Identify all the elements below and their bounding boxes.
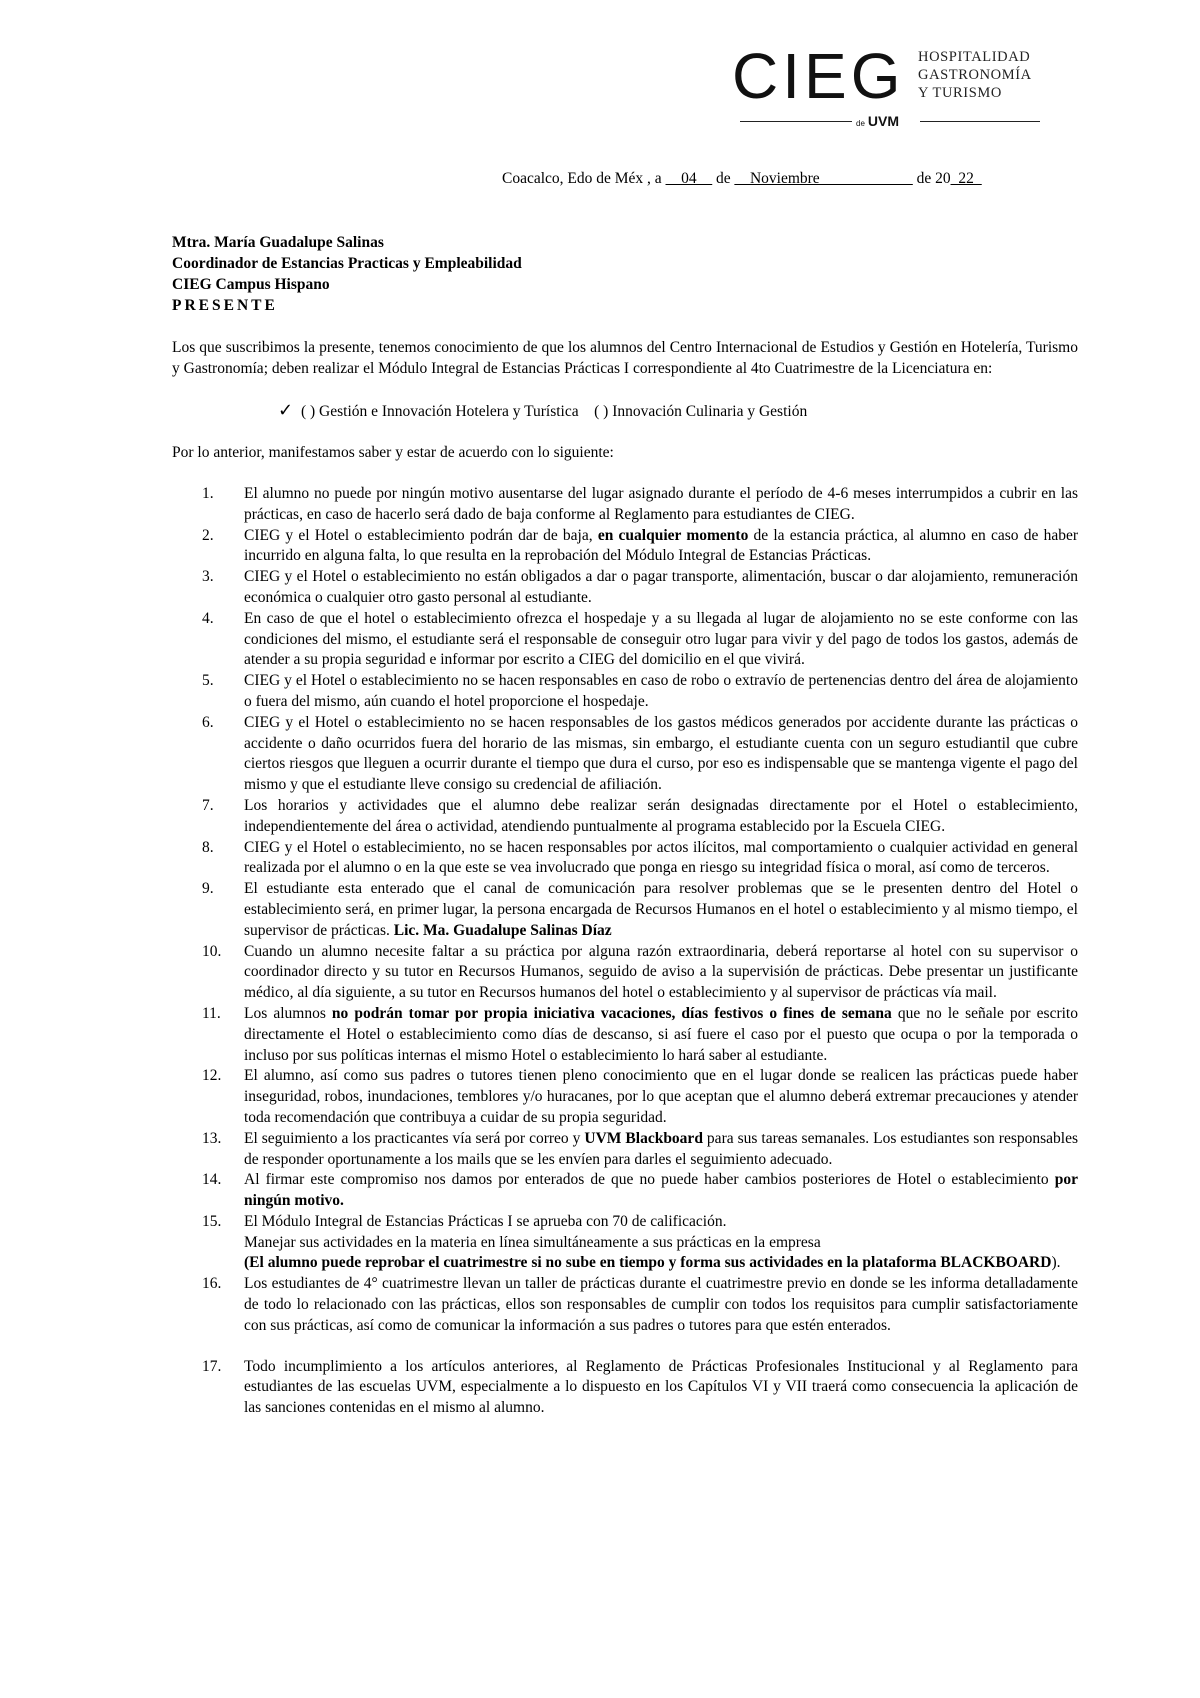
degree-option-hotelera: ( ) Gestión e Innovación Hotelera y Turística bbox=[300, 403, 579, 420]
online-activities-text: Manejar sus actividades en la materia en línea simultáneamente a sus prácticas en la empresa bbox=[244, 1233, 821, 1251]
rule-item-3 bbox=[172, 567, 1078, 609]
rule-text-bold: Lic. Ma. Guadalupe Salinas Díaz bbox=[393, 921, 612, 939]
addressee-block bbox=[172, 232, 522, 316]
addressee-campus: CIEG Campus Hispano bbox=[172, 276, 330, 293]
intro-paragraph: Los que suscribimos la presente, tenemos conocimiento de que los alumnos del Centro Internacional de Estudios y Gestión en Hotelería, Turismo y Gastronomía; deben realizar el Módulo Integral de Estancias Prácticas I correspondiente al 4to Cuatrimestre de la Licenciatura en: bbox=[172, 339, 1078, 377]
warning-text: El alumno puede reprobar el cuatrimestre si no sube en tiempo y forma sus actividades en la plataforma BLACKBOARD bbox=[249, 1254, 1052, 1272]
logo-uvm-prefix: de bbox=[856, 119, 865, 128]
date-de-1: de bbox=[712, 170, 735, 187]
rule-text: Todo incumplimiento a los artículos anteriores, al Reglamento de Prácticas Profesionales Institucional y al Reglamento para estudiantes de las escuelas UVM, especialmente a lo dispuesto en los Capítulos VI y VII traerá como consecuencia la aplicación de las sanciones contenidas en el mismo al alumno. bbox=[244, 1357, 1078, 1417]
rule-item-6 bbox=[172, 713, 1078, 796]
rule-number: 16. bbox=[202, 1275, 222, 1293]
date-day: __04__ bbox=[665, 170, 713, 187]
rule-number: 9. bbox=[202, 880, 214, 898]
rule-text-bold: en cualquier momento bbox=[597, 526, 749, 544]
rule-text: Los alumnos bbox=[244, 1004, 332, 1022]
rule-item-12 bbox=[172, 1066, 1078, 1128]
rule-item-10 bbox=[172, 942, 1078, 1004]
rule-item-9 bbox=[172, 879, 1078, 941]
logo-sub-line-2: GASTRONOMÍA bbox=[918, 67, 1032, 83]
rule-item-1 bbox=[172, 484, 1078, 526]
rule-item-11 bbox=[172, 1004, 1078, 1066]
rule-item-17 bbox=[172, 1357, 1078, 1419]
rules-list bbox=[172, 484, 1078, 1419]
logo-sub-line-3: Y TURISMO bbox=[918, 85, 1002, 101]
date-month: __Noviembre____________ bbox=[734, 170, 913, 187]
rule-item-8 bbox=[172, 838, 1078, 880]
por-lo-anterior: Por lo anterior, manifestamos saber y estar de acuerdo con lo siguiente: bbox=[172, 444, 614, 461]
rule-text: Al firmar este compromiso nos damos por enterados de que no puede haber cambios posteriores de Hotel o establecimiento bbox=[244, 1171, 1055, 1189]
degree-option-culinaria: ( ) Innovación Culinaria y Gestión bbox=[594, 403, 808, 420]
rule-number: 8. bbox=[202, 838, 214, 856]
warning-close: ). bbox=[1051, 1254, 1061, 1272]
rule-number: 1. bbox=[202, 485, 214, 502]
rule-number: 15. bbox=[202, 1212, 222, 1230]
date-year: _22_ bbox=[950, 170, 982, 187]
online-activities-line bbox=[172, 1233, 1078, 1254]
rule-item-14 bbox=[172, 1170, 1078, 1212]
date-line bbox=[502, 169, 982, 189]
rule-text-bold: por ningún motivo. bbox=[244, 1171, 1078, 1210]
logo-uvm bbox=[856, 112, 899, 133]
addressee-role: Coordinador de Estancias Practicas y Empleabilidad bbox=[172, 255, 522, 272]
warning-open: ( bbox=[244, 1254, 250, 1272]
rule-number: 5. bbox=[202, 672, 214, 690]
logo-uvm-row bbox=[732, 112, 1042, 130]
rule-item-13 bbox=[172, 1129, 1078, 1171]
rule-number: 12. bbox=[202, 1067, 222, 1085]
logo-divider-left bbox=[740, 121, 852, 122]
rule-number: 4. bbox=[202, 609, 214, 627]
rule-text: El seguimiento a los practicantes vía será por correo y bbox=[244, 1129, 585, 1147]
rule-text: CIEG y el Hotel o establecimiento no están obligados a dar o pagar transporte, alimentación, buscar o dar alojamiento, remuneración económica o cualquier otro gasto personal al estudiante. bbox=[244, 568, 1078, 606]
checkmark-icon: ✓ bbox=[278, 400, 294, 421]
rule-text: CIEG y el Hotel o establecimiento no se hacen responsables en caso de robo o extravío de pertenencias dentro del área de alojamiento o fuera del mismo, aún cuando el hotel proporcione el hospedaje. bbox=[244, 672, 1078, 710]
rule-item-5 bbox=[172, 671, 1078, 713]
rule-number: 2. bbox=[202, 526, 214, 544]
logo-mark: CIEG bbox=[732, 40, 905, 112]
rule-item-4 bbox=[172, 609, 1078, 671]
rule-number: 6. bbox=[202, 713, 214, 731]
logo-divider-right bbox=[920, 121, 1040, 122]
blackboard-warning bbox=[172, 1253, 1078, 1274]
rule-text: El alumno no puede por ningún motivo ausentarse del lugar asignado durante el período de 4-6 meses interrumpidos a cubrir en las prácticas, en caso de hacerlo será dado de baja conforme al Reglamento para estudiantes de CIEG. bbox=[244, 485, 1078, 523]
logo-sub-line-1: HOSPITALIDAD bbox=[918, 49, 1031, 65]
rule-text-bold: no podrán tomar por propia iniciativa vacaciones, días festivos o fines de semana bbox=[331, 1004, 892, 1022]
rule-number: 14. bbox=[202, 1171, 222, 1189]
addressee-name: Mtra. María Guadalupe Salinas bbox=[172, 234, 384, 251]
rule-text: Los estudiantes de 4° cuatrimestre llevan un taller de prácticas durante el cuatrimestre previo en donde se les informa detalladamente de todo lo relacionado con las prácticas, ellos son responsables de cumplir con todos los requisitos para cumplir satisfactoriamente con sus prácticas, así como de comunicar la información a sus padres o tutores para que estén enterados. bbox=[244, 1275, 1078, 1334]
logo-subtitle bbox=[918, 48, 1032, 102]
rule-item-7 bbox=[172, 796, 1078, 838]
addressee-presente: PRESENTE bbox=[172, 297, 278, 314]
rule-number: 7. bbox=[202, 796, 214, 814]
rule-text: para sus tareas semanales. Los estudiantes son responsables de responder oportunamente a los mails que se les envíen para darles el seguimiento adecuado. bbox=[244, 1129, 1078, 1168]
rule-text: CIEG y el Hotel o establecimiento podrán dar de baja, bbox=[244, 526, 598, 544]
rule-text: Cuando un alumno necesite faltar a su práctica por alguna razón extraordinaria, deberá reportarse al hotel con su supervisor o coordinador directo y su tutor en Recursos Humanos, seguido de aviso a la supervisión de prácticas. Debe presentar un justificante médico, al día siguiente, a su tutor en Recursos humanos del hotel o establecimiento y al supervisor de prácticas vía mail. bbox=[244, 942, 1078, 1002]
rule-number: 17. bbox=[202, 1357, 222, 1375]
date-place: Coacalco, Edo de Méx , a bbox=[502, 170, 666, 187]
logo-uvm-label: UVM bbox=[867, 113, 900, 129]
date-de-2: de 20 bbox=[912, 170, 951, 187]
rule-text: que no le señale por escrito directamente el Hotel o establecimiento como días de descanso, si así fuere el caso por el puesto que ocupa o por la temporada o incluso por sus políticas internas el mismo Hotel o establecimiento lo hará saber al estudiante. bbox=[244, 1004, 1078, 1064]
rule-text-bold: UVM Blackboard bbox=[584, 1129, 703, 1147]
rule-text: El Módulo Integral de Estancias Prácticas I se aprueba con 70 de calificación. bbox=[244, 1212, 727, 1230]
cieg-logo bbox=[732, 40, 1052, 130]
rule-number: 13. bbox=[202, 1129, 222, 1147]
rule-item-16 bbox=[172, 1274, 1078, 1336]
rule-text: de la estancia práctica, al alumno en caso de haber incurrido en alguna falta, lo que resulta en la reprobación del Módulo Integral de Estancias Prácticas. bbox=[244, 526, 1078, 565]
rule-number: 11. bbox=[202, 1004, 221, 1022]
rule-text: CIEG y el Hotel o establecimiento no se hacen responsables de los gastos médicos generados por accidente durante las prácticas o accidente o daño ocurridos fuera del horario de las mismas, sin embargo, el estudiante cuenta con un seguro estudiantil que cubre ciertos riesgos que lleguen a ocurrir durante el tiempo que dura el curso, por eso es indispensable que se mantenga vigente el pago del mismo y que el estudiante lleve consigo su credencial de afiliación. bbox=[244, 713, 1078, 794]
rule-text: En caso de que el hotel o establecimiento ofrezca el hospedaje y a su llegada al lugar de alojamiento no se este conforme con las condiciones del mismo, el estudiante será el responsable de conseguir otro lugar para vivir y del pago de todos los gastos, además de atender a su propia seguridad e informar por escrito a CIEG del domicilio en el que vivirá. bbox=[244, 609, 1078, 669]
rule-number: 3. bbox=[202, 568, 214, 586]
rule-text: El alumno, así como sus padres o tutores tienen pleno conocimiento que en el lugar donde se realicen las prácticas puede haber inseguridad, robos, inundaciones, temblores y/o huracanes, por lo que aceptan que el alumno deberá extremar precauciones y atender toda recomendación que contribuya a cuidar de su propia seguridad. bbox=[244, 1067, 1078, 1126]
rule-text: Los horarios y actividades que el alumno debe realizar serán designadas directamente por el Hotel o establecimiento, independientemente del área o actividad, atendiendo puntualmente al programa establecido por la Escuela CIEG. bbox=[244, 796, 1078, 835]
rule-text: CIEG y el Hotel o establecimiento, no se hacen responsables por actos ilícitos, mal comportamiento o cualquier actividad en general realizada por el alumno o en la que este se vea involucrado que ponga en riesgo su integridad física o moral, así como de terceros. bbox=[244, 838, 1078, 877]
rule-item-2 bbox=[172, 526, 1078, 568]
rule-text: El estudiante esta enterado que el canal de comunicación para resolver problemas que se le presenten dentro del Hotel o establecimiento será, en primer lugar, la persona encargada de Recursos Humanos en el hotel o establecimiento y al mismo tiempo, el supervisor de prácticas. bbox=[244, 880, 1078, 939]
degree-options bbox=[278, 400, 807, 423]
rule-item-15 bbox=[172, 1212, 1078, 1233]
rule-number: 10. bbox=[202, 942, 222, 960]
